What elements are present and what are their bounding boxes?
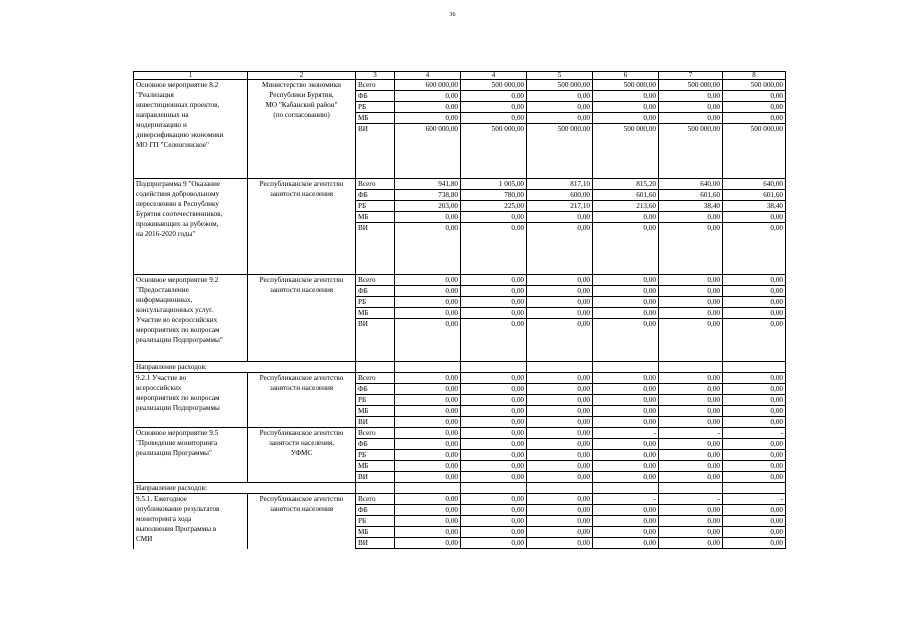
amount-cell: 0,00	[461, 223, 527, 275]
funding-source: ВИ	[356, 223, 395, 275]
amount-cell: 640,00	[659, 179, 723, 190]
amount-cell: 0,00	[593, 527, 659, 538]
table-row	[134, 494, 786, 505]
amount-cell: 738,80	[395, 190, 461, 201]
amount-cell: 0,00	[527, 308, 593, 319]
amount-cell: 500 000,00	[527, 80, 593, 91]
amount-cell: 0,00	[461, 102, 527, 113]
funding-source: ФБ	[356, 439, 395, 450]
amount-cell: 0,00	[395, 428, 461, 439]
amount-cell: 0,00	[527, 212, 593, 223]
amount-cell: 0,00	[593, 439, 659, 450]
amount-cell: 0,00	[659, 516, 723, 527]
column-number: 8	[723, 72, 786, 80]
amount-cell: 0,00	[461, 373, 527, 384]
amount-cell: 1 005,00	[461, 179, 527, 190]
amount-cell: 0,00	[527, 406, 593, 417]
amount-cell: 0,00	[723, 319, 786, 362]
amount-cell: 0,00	[395, 275, 461, 286]
column-number: 4	[395, 72, 461, 80]
amount-cell: 0,00	[723, 297, 786, 308]
amount-cell: 0,00	[527, 223, 593, 275]
funding-source: ВИ	[356, 472, 395, 483]
table-row	[134, 80, 786, 91]
amount-cell: 0,00	[461, 286, 527, 297]
amount-cell: 0,00	[527, 319, 593, 362]
funding-source: ФБ	[356, 384, 395, 395]
header-row	[134, 72, 786, 80]
empty-cell	[593, 362, 659, 373]
column-number: 4	[461, 72, 527, 80]
amount-cell: 0,00	[461, 538, 527, 549]
amount-cell: 0,00	[723, 472, 786, 483]
amount-cell: 500 000,00	[593, 124, 659, 179]
amount-cell: 0,00	[659, 527, 723, 538]
amount-cell: 500 000,00	[461, 80, 527, 91]
empty-cell	[395, 483, 461, 494]
amount-cell: 0,00	[461, 384, 527, 395]
funding-source: Всего	[356, 494, 395, 505]
amount-cell: 0,00	[659, 373, 723, 384]
amount-cell: 0,00	[527, 275, 593, 286]
amount-cell: 0,00	[395, 472, 461, 483]
funding-source: ФБ	[356, 286, 395, 297]
amount-cell: 600 000,00	[395, 80, 461, 91]
amount-cell: 0,00	[461, 527, 527, 538]
amount-cell: 0,00	[395, 406, 461, 417]
row-title: Основное мероприятие 8.2 "Реализация инвестиционных проектов, направленных на модернизацию и диверсификацию экономики МО ГП "Селенгинское"	[134, 80, 248, 179]
amount-cell: 0,00	[659, 406, 723, 417]
table-row	[134, 179, 786, 190]
amount-cell: 0,00	[527, 297, 593, 308]
amount-cell: 0,00	[723, 113, 786, 124]
amount-cell: 0,00	[395, 91, 461, 102]
amount-cell: 0,00	[527, 417, 593, 428]
amount-cell: 0,00	[723, 406, 786, 417]
amount-cell: 0,00	[659, 538, 723, 549]
funding-source: Всего	[356, 428, 395, 439]
amount-cell: 0,00	[527, 384, 593, 395]
amount-cell: 0,00	[723, 505, 786, 516]
column-number: 2	[248, 72, 356, 80]
amount-cell: 0,00	[461, 461, 527, 472]
amount-cell: 0,00	[527, 91, 593, 102]
empty-cell	[461, 362, 527, 373]
amount-cell: 0,00	[527, 505, 593, 516]
amount-cell: 0,00	[659, 113, 723, 124]
amount-cell: 817,10	[527, 179, 593, 190]
funding-source: РБ	[356, 102, 395, 113]
amount-cell: 0,00	[659, 417, 723, 428]
column-number: 3	[356, 72, 395, 80]
amount-cell: -	[593, 428, 659, 439]
amount-cell: 0,00	[659, 461, 723, 472]
table-row	[134, 373, 786, 384]
amount-cell: 500 000,00	[461, 124, 527, 179]
executor: Республиканское агентство занятости населения, УФМС	[248, 428, 356, 483]
amount-cell: 0,00	[593, 395, 659, 406]
amount-cell: 601,60	[723, 190, 786, 201]
amount-cell: 0,00	[593, 516, 659, 527]
amount-cell: 0,00	[461, 417, 527, 428]
funding-source: МБ	[356, 308, 395, 319]
amount-cell: 0,00	[461, 450, 527, 461]
funding-source: Всего	[356, 179, 395, 190]
column-number: 7	[659, 72, 723, 80]
funding-source: РБ	[356, 395, 395, 406]
executor: Республиканское агентство занятости населения	[248, 373, 356, 428]
amount-cell: 0,00	[593, 308, 659, 319]
funding-source: ВИ	[356, 319, 395, 362]
amount-cell: 0,00	[723, 275, 786, 286]
amount-cell: 0,00	[395, 516, 461, 527]
amount-cell: 0,00	[659, 91, 723, 102]
amount-cell: 0,00	[461, 439, 527, 450]
amount-cell: 0,00	[395, 297, 461, 308]
amount-cell: 0,00	[659, 286, 723, 297]
amount-cell: 0,00	[527, 439, 593, 450]
amount-cell: 38,40	[723, 201, 786, 212]
funding-source: МБ	[356, 212, 395, 223]
amount-cell: 0,00	[593, 406, 659, 417]
amount-cell: 0,00	[395, 395, 461, 406]
budget-table	[133, 71, 786, 549]
row-title: 9.5.1. Ежегодное опубликование результатов мониторинга хода выполнения Программы в СМИ	[134, 494, 248, 549]
amount-cell: 0,00	[659, 275, 723, 286]
row-title: Подпрограмма 9 "Оказание содействия добровольному переселению в Республику Бурятия соотечественников, проживающих за рубежом, на 2016-2020 годы"	[134, 179, 248, 275]
amount-cell: 0,00	[723, 91, 786, 102]
row-title: Основное мероприятие 9.2 "Предоставление информационных, консультационных услуг. Участие во всероссийских мероприятиях по вопросам реализации Подпрограммы"	[134, 275, 248, 362]
amount-cell: 0,00	[461, 319, 527, 362]
funding-source: ФБ	[356, 91, 395, 102]
amount-cell: 0,00	[659, 212, 723, 223]
funding-source: ВИ	[356, 538, 395, 549]
amount-cell: 500 000,00	[659, 80, 723, 91]
empty-cell	[356, 362, 395, 373]
amount-cell: 0,00	[395, 308, 461, 319]
empty-cell	[356, 483, 395, 494]
amount-cell: 0,00	[395, 223, 461, 275]
amount-cell: 0,00	[395, 538, 461, 549]
amount-cell: 0,00	[659, 319, 723, 362]
amount-cell: 0,00	[461, 212, 527, 223]
amount-cell: 0,00	[593, 373, 659, 384]
row-title: 9.2.1 Участие во всероссийских мероприятиях по вопросам реализации Подпрограммы	[134, 373, 248, 428]
funding-source: ВИ	[356, 417, 395, 428]
empty-cell	[527, 362, 593, 373]
amount-cell: 500 000,00	[723, 124, 786, 179]
funding-source: МБ	[356, 527, 395, 538]
funding-source: Всего	[356, 373, 395, 384]
amount-cell: 0,00	[461, 275, 527, 286]
amount-cell: 0,00	[461, 113, 527, 124]
amount-cell: 0,00	[593, 275, 659, 286]
amount-cell: 0,00	[659, 439, 723, 450]
amount-cell: 0,00	[593, 91, 659, 102]
amount-cell: 600 000,00	[395, 124, 461, 179]
amount-cell: 0,00	[461, 395, 527, 406]
amount-cell: 0,00	[461, 308, 527, 319]
empty-cell	[527, 483, 593, 494]
amount-cell: 0,00	[593, 319, 659, 362]
empty-cell	[461, 483, 527, 494]
amount-cell: 0,00	[723, 102, 786, 113]
funding-source: МБ	[356, 406, 395, 417]
amount-cell: 0,00	[659, 395, 723, 406]
amount-cell: -	[593, 494, 659, 505]
amount-cell: 0,00	[395, 439, 461, 450]
amount-cell: 217,10	[527, 201, 593, 212]
column-number: 6	[593, 72, 659, 80]
amount-cell: 0,00	[527, 450, 593, 461]
amount-cell: -	[723, 428, 786, 439]
amount-cell: 500 000,00	[659, 124, 723, 179]
amount-cell: 0,00	[593, 538, 659, 549]
amount-cell: 0,00	[593, 384, 659, 395]
row-title: Основное мероприятие 9.5 "Проведение мониторинга реализации Программы"	[134, 428, 248, 483]
empty-cell	[723, 483, 786, 494]
amount-cell: 0,00	[723, 373, 786, 384]
funding-source: РБ	[356, 201, 395, 212]
amount-cell: 0,00	[659, 297, 723, 308]
table-row	[134, 428, 786, 439]
amount-cell: 0,00	[659, 308, 723, 319]
funding-source: ВИ	[356, 124, 395, 179]
amount-cell: 0,00	[723, 450, 786, 461]
funding-source: МБ	[356, 461, 395, 472]
amount-cell: 38,40	[659, 201, 723, 212]
amount-cell: 0,00	[527, 102, 593, 113]
amount-cell: 0,00	[395, 450, 461, 461]
funding-source: МБ	[356, 113, 395, 124]
funding-source: ФБ	[356, 505, 395, 516]
amount-cell: 0,00	[659, 223, 723, 275]
amount-cell: 0,00	[527, 428, 593, 439]
amount-cell: 0,00	[593, 297, 659, 308]
amount-cell: 601,60	[593, 190, 659, 201]
amount-cell: 0,00	[723, 439, 786, 450]
amount-cell: 225,00	[461, 201, 527, 212]
amount-cell: 0,00	[395, 286, 461, 297]
amount-cell: 0,00	[659, 450, 723, 461]
amount-cell: 0,00	[527, 494, 593, 505]
amount-cell: 0,00	[527, 461, 593, 472]
amount-cell: 0,00	[527, 527, 593, 538]
empty-cell	[659, 362, 723, 373]
amount-cell: 0,00	[723, 527, 786, 538]
amount-cell: 0,00	[461, 472, 527, 483]
executor: Министерство экономики Республики Бурятия, МО "Кабанский район" (по согласованию)	[248, 80, 356, 179]
amount-cell: 0,00	[461, 516, 527, 527]
empty-cell	[723, 362, 786, 373]
executor: Республиканское агентство занятости населения	[248, 275, 356, 362]
amount-cell: 0,00	[395, 527, 461, 538]
amount-cell: 0,00	[593, 212, 659, 223]
amount-cell: 0,00	[461, 91, 527, 102]
amount-cell: 0,00	[723, 384, 786, 395]
amount-cell: 0,00	[527, 286, 593, 297]
page-number: 36	[449, 12, 456, 18]
table-row	[134, 275, 786, 286]
amount-cell: 640,00	[723, 179, 786, 190]
amount-cell: 0,00	[527, 395, 593, 406]
amount-cell: 941,80	[395, 179, 461, 190]
amount-cell: 0,00	[593, 223, 659, 275]
amount-cell: -	[723, 494, 786, 505]
amount-cell: 600,00	[527, 190, 593, 201]
amount-cell: 0,00	[461, 505, 527, 516]
amount-cell: -	[659, 494, 723, 505]
section-heading: Направление расходов:	[134, 483, 356, 494]
amount-cell: 0,00	[659, 505, 723, 516]
executor: Республиканское агентство занятости населения	[248, 494, 356, 549]
amount-cell: 0,00	[723, 286, 786, 297]
amount-cell: 0,00	[527, 472, 593, 483]
amount-cell: -	[659, 428, 723, 439]
empty-cell	[659, 483, 723, 494]
amount-cell: 213,60	[593, 201, 659, 212]
amount-cell: 0,00	[593, 417, 659, 428]
amount-cell: 601,60	[659, 190, 723, 201]
amount-cell: 0,00	[461, 494, 527, 505]
amount-cell: 0,00	[593, 102, 659, 113]
section-heading: Направление расходов:	[134, 362, 356, 373]
amount-cell: 0,00	[723, 538, 786, 549]
amount-cell: 500 000,00	[593, 80, 659, 91]
amount-cell: 0,00	[723, 417, 786, 428]
amount-cell: 0,00	[593, 113, 659, 124]
amount-cell: 0,00	[395, 505, 461, 516]
empty-cell	[395, 362, 461, 373]
amount-cell: 0,00	[395, 319, 461, 362]
amount-cell: 0,00	[395, 494, 461, 505]
amount-cell: 0,00	[461, 406, 527, 417]
amount-cell: 815,20	[593, 179, 659, 190]
amount-cell: 0,00	[527, 538, 593, 549]
section-row	[134, 483, 786, 494]
funding-source: ФБ	[356, 190, 395, 201]
amount-cell: 0,00	[461, 297, 527, 308]
amount-cell: 0,00	[723, 212, 786, 223]
amount-cell: 0,00	[659, 384, 723, 395]
amount-cell: 500 000,00	[723, 80, 786, 91]
amount-cell: 0,00	[593, 472, 659, 483]
amount-cell: 0,00	[461, 428, 527, 439]
empty-cell	[593, 483, 659, 494]
amount-cell: 0,00	[659, 472, 723, 483]
executor: Республиканское агентство занятости населения	[248, 179, 356, 275]
amount-cell: 0,00	[723, 461, 786, 472]
section-row	[134, 362, 786, 373]
amount-cell: 0,00	[395, 461, 461, 472]
amount-cell: 0,00	[527, 113, 593, 124]
funding-source: РБ	[356, 297, 395, 308]
amount-cell: 780,00	[461, 190, 527, 201]
amount-cell: 0,00	[723, 395, 786, 406]
amount-cell: 0,00	[723, 308, 786, 319]
funding-source: РБ	[356, 516, 395, 527]
amount-cell: 0,00	[395, 373, 461, 384]
amount-cell: 500 000,00	[527, 124, 593, 179]
amount-cell: 0,00	[593, 461, 659, 472]
amount-cell: 203,00	[395, 201, 461, 212]
amount-cell: 0,00	[395, 417, 461, 428]
amount-cell: 0,00	[527, 516, 593, 527]
amount-cell: 0,00	[593, 505, 659, 516]
amount-cell: 0,00	[593, 286, 659, 297]
column-number: 1	[134, 72, 248, 80]
amount-cell: 0,00	[723, 223, 786, 275]
amount-cell: 0,00	[395, 113, 461, 124]
amount-cell: 0,00	[527, 373, 593, 384]
funding-source: РБ	[356, 450, 395, 461]
amount-cell: 0,00	[723, 516, 786, 527]
amount-cell: 0,00	[395, 102, 461, 113]
amount-cell: 0,00	[395, 212, 461, 223]
amount-cell: 0,00	[395, 384, 461, 395]
funding-source: Всего	[356, 80, 395, 91]
funding-source: Всего	[356, 275, 395, 286]
column-number: 5	[527, 72, 593, 80]
amount-cell: 0,00	[659, 102, 723, 113]
amount-cell: 0,00	[593, 450, 659, 461]
